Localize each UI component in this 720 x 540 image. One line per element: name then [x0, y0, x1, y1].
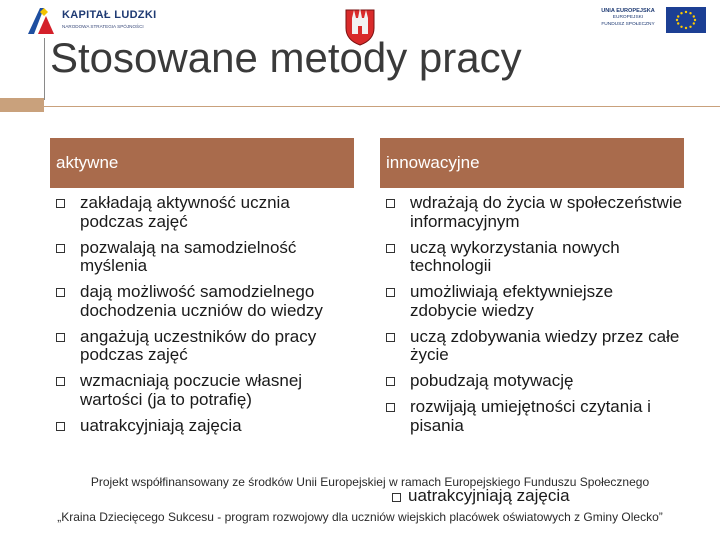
active-methods-list	[54, 194, 354, 443]
eu-logo-line1: UNIA EUROPEJSKA	[601, 8, 655, 14]
square-bullet-icon	[386, 244, 395, 253]
list-item: rozwijają umiejętności czytania i pisania	[384, 398, 684, 435]
list-item: wzmacniają poczucie własnej wartości (ja to potrafię)	[54, 372, 354, 409]
square-bullet-icon	[56, 377, 65, 386]
title-vertical-rule	[44, 38, 45, 100]
square-bullet-icon	[386, 288, 395, 297]
list-item: zakładają aktywność ucznia podczas zajęć	[54, 194, 354, 231]
list-item: pobudzają motywację	[384, 372, 684, 391]
title-accent-bar	[0, 98, 44, 112]
list-item-overflow: uatrakcyjniają zajęcia	[408, 486, 570, 505]
funding-note: Projekt współfinansowany ze środków Unii Europejskiej w ramach Europejskiego Funduszu Społecznego	[90, 475, 650, 489]
list-item: angażują uczestników do pracy podczas zajęć	[54, 328, 354, 365]
list-item: dają możliwość samodzielnego dochodzenia uczniów do wiedzy	[54, 283, 354, 320]
square-bullet-icon	[56, 422, 65, 431]
list-item: uczą zdobywania wiedzy przez całe życie	[384, 328, 684, 365]
square-bullet-icon	[56, 333, 65, 342]
eu-logo	[596, 6, 712, 34]
kapital-ludzki-logo-icon	[26, 6, 56, 36]
square-bullet-icon	[392, 493, 401, 502]
title-horizontal-rule	[44, 106, 720, 107]
square-bullet-icon	[56, 199, 65, 208]
eu-flag-icon	[666, 7, 706, 33]
list-item: pozwalają na samodzielność myślenia	[54, 239, 354, 276]
eu-logo-line2: EUROPEJSKI	[612, 15, 644, 20]
square-bullet-icon	[386, 377, 395, 386]
eu-logo-line3: FUNDUSZ SPOŁECZNY	[601, 22, 655, 27]
column-header-active: aktywne	[50, 138, 354, 188]
square-bullet-icon	[386, 333, 395, 342]
innovative-methods-list	[384, 194, 684, 443]
list-item: uczą wykorzystania nowych technologii	[384, 239, 684, 276]
square-bullet-icon	[56, 244, 65, 253]
square-bullet-icon	[386, 199, 395, 208]
program-name: „Kraina Dziecięcego Sukcesu - program rozwojowy dla uczniów wiejskich placówek oświatowych z Gminy Olecko”	[57, 510, 663, 524]
list-item: wdrażają do życia w społeczeństwie informacyjnym	[384, 194, 684, 231]
column-header-innovative: innowacyjne	[380, 138, 684, 188]
list-item: umożliwiają efektywniejsze zdobycie wiedzy	[384, 283, 684, 320]
page-title: Stosowane metody pracy	[50, 34, 522, 81]
list-item: uatrakcyjniają zajęcia	[54, 417, 354, 436]
square-bullet-icon	[386, 403, 395, 412]
kapital-ludzki-title: KAPITAŁ LUDZKI	[62, 9, 157, 21]
square-bullet-icon	[56, 288, 65, 297]
kapital-ludzki-subtitle: NARODOWA STRATEGIA SPÓJNOŚCI	[62, 24, 144, 29]
